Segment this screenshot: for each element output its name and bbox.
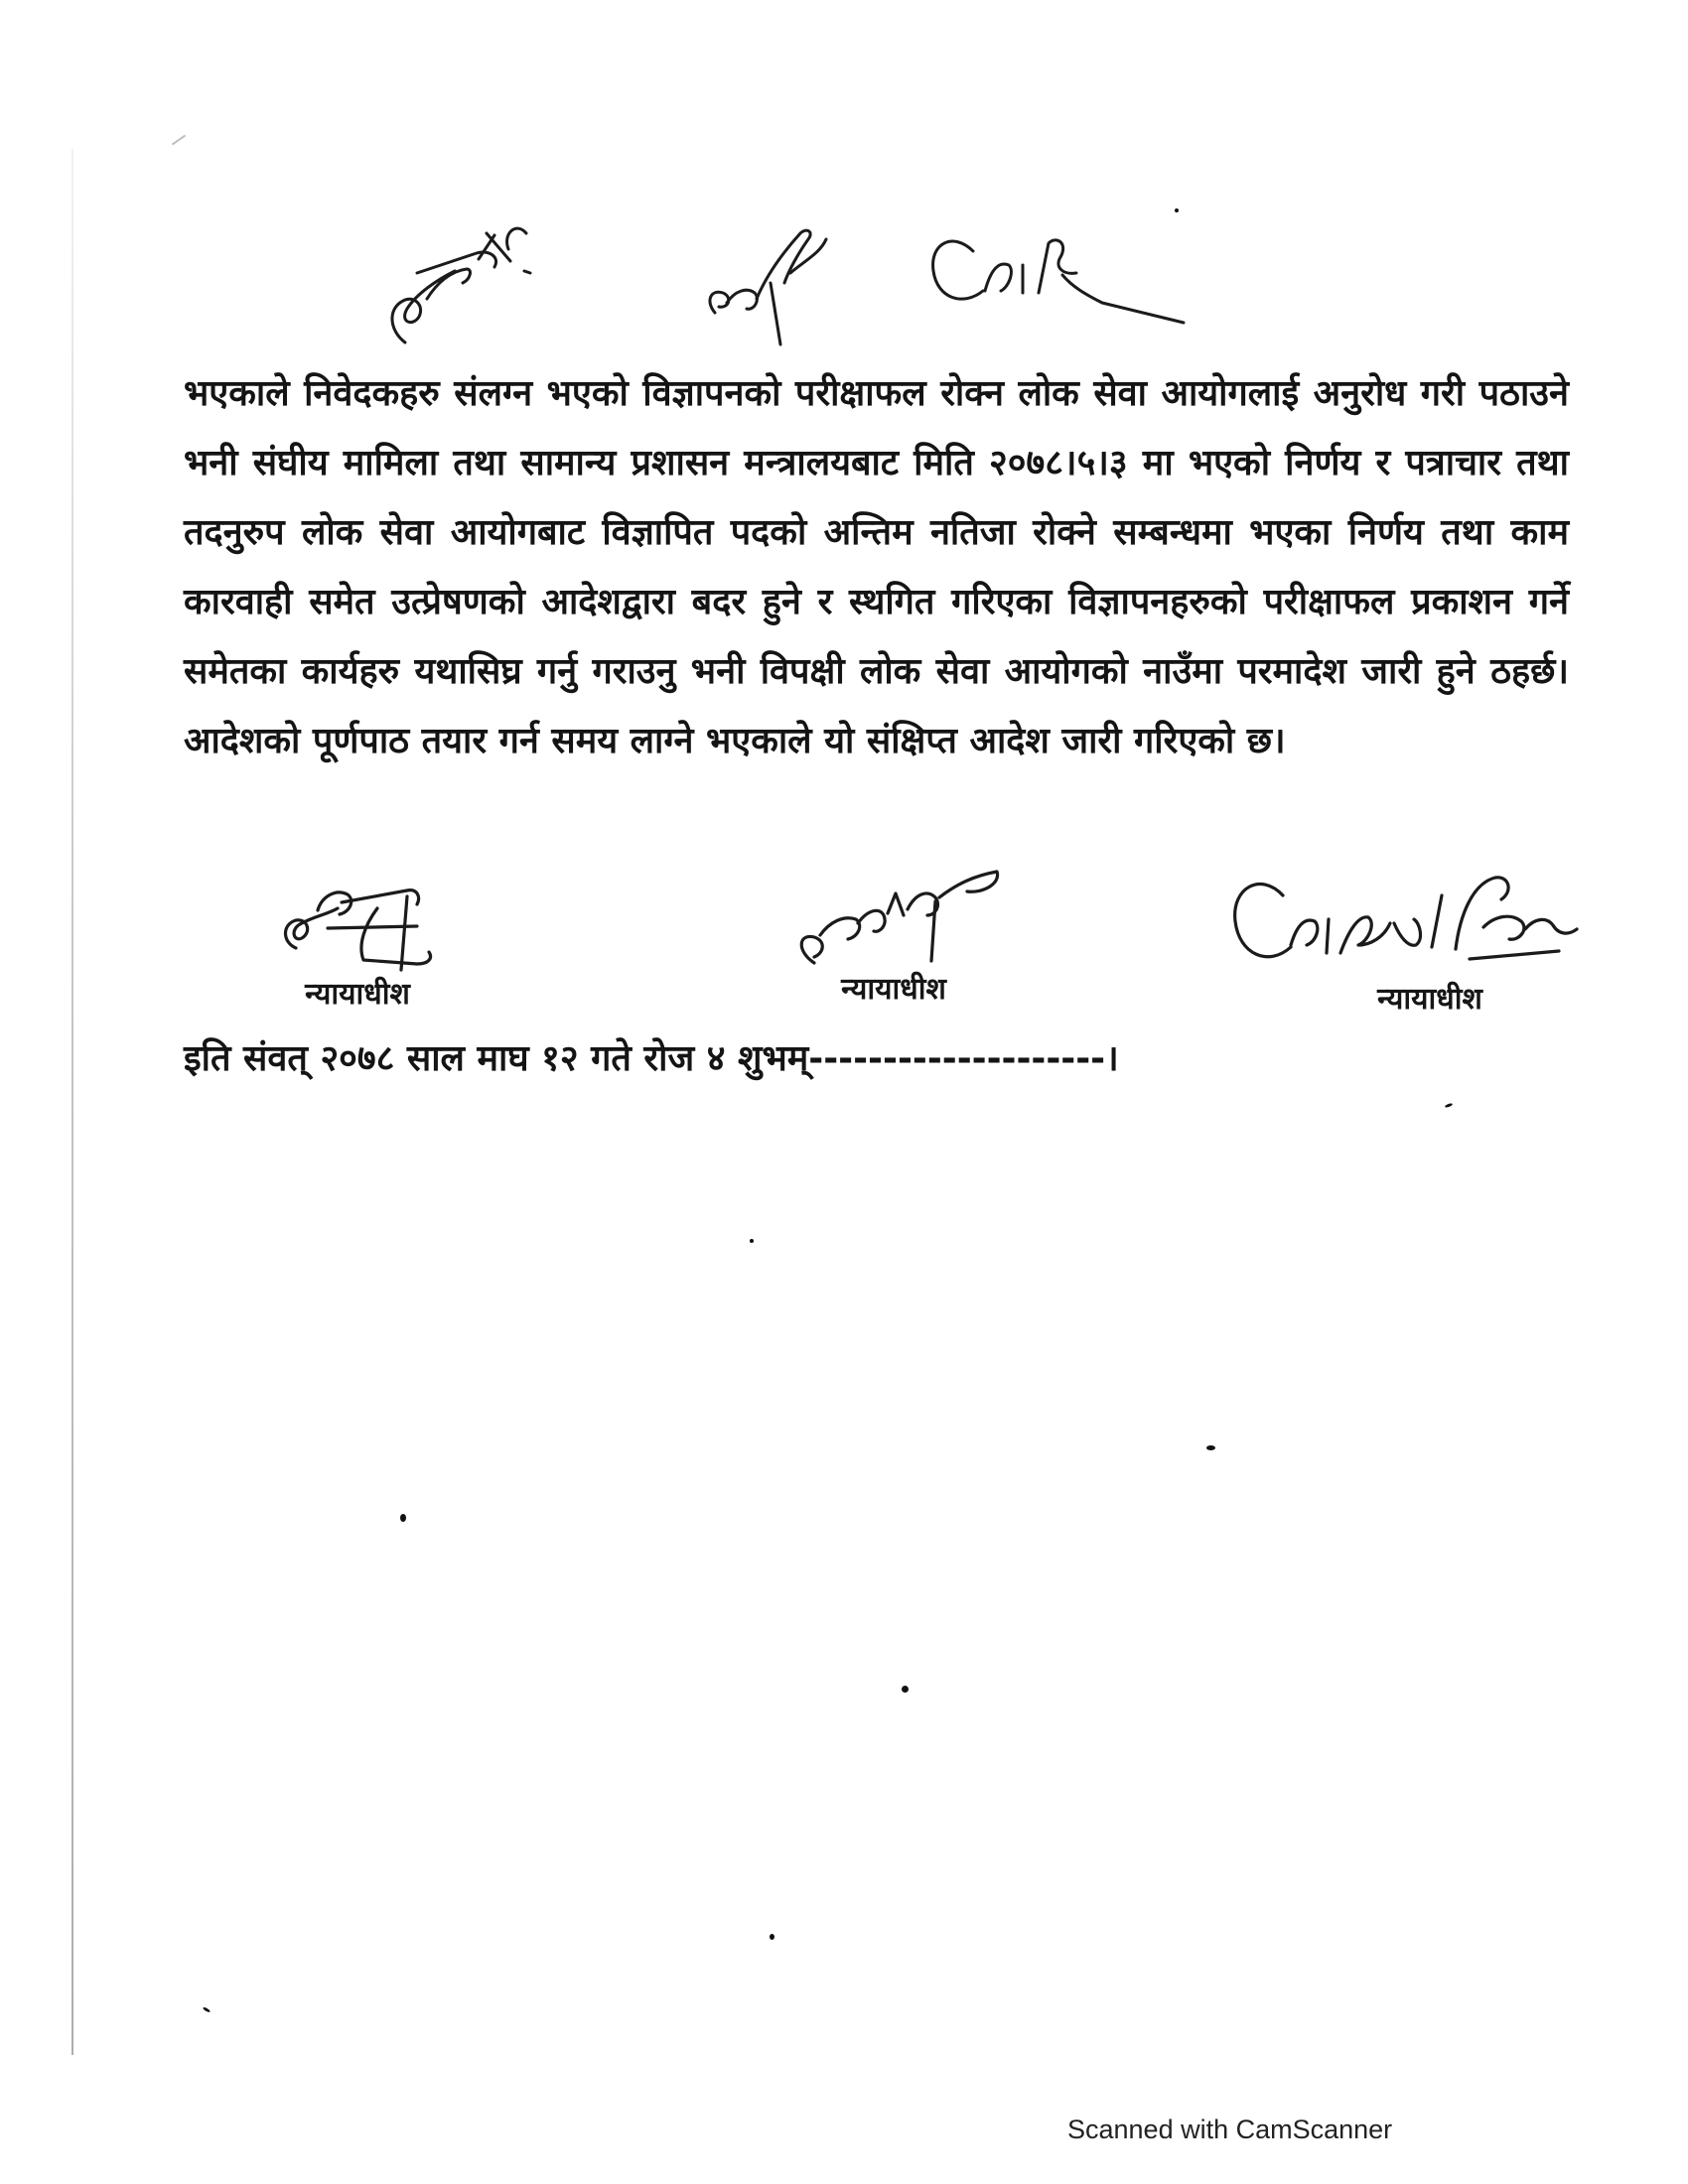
judge-title-1: न्यायाधीश: [305, 977, 410, 1012]
top-initials-signatures: [377, 213, 1192, 352]
scan-speck: [1206, 1445, 1215, 1450]
scan-speck: [1175, 208, 1179, 212]
order-body-paragraph: भएकाले निवेदकहरु संलग्न भएको विज्ञापनको परीक्षाफल रोक्न लोक सेवा आयोगलाई अनुरोध गरी पठाउने भनी संघीय मामिला तथा सामान्य प्रशासन मन्त्रालयबाट मिति २०७८।५।३ मा भएको निर्णय र पत्राचार तथा तदनुरुप लोक सेवा आयोगबाट विज्ञापित पदको अन्तिम नतिजा रोक्ने सम्बन्धमा भएका निर्णय तथा काम कारवाही समेत उत्प्रेषणको आदेशद्वारा बदर हुने र स्थगित गरिएका विज्ञापनहरुको परीक्षाफल प्रकाशन गर्ने समेतका कार्यहरु यथासिघ्र गर्नु गराउनु भनी विपक्षी लोक सेवा आयोगको नाउँमा परमादेश जारी हुने ठहर्छ। आदेशको पूर्णपाठ तयार गर्न समय लाग्ने भएकाले यो संक्षिप्त आदेश जारी गरिएको छ।: [184, 373, 1569, 761]
judge-signature-3: [1221, 864, 1579, 983]
judge-title-2: न्यायाधीश: [841, 972, 946, 1007]
initials-signature-3: [933, 240, 1184, 323]
initials-signature-1: [392, 228, 530, 342]
scan-speck: [770, 1934, 774, 1940]
judge-signature-block-2: [774, 854, 1013, 1008]
scan-mark: [172, 135, 186, 146]
scan-speck: [750, 1239, 754, 1243]
scan-speck: [902, 1686, 909, 1693]
judge-signature-block-1: [248, 869, 467, 1013]
page-edge-shadow: [71, 149, 73, 2055]
initials-signature-2: [710, 230, 826, 344]
scanner-watermark-label: Scanned with CamScanner: [1067, 2115, 1393, 2144]
scan-speck: [203, 2006, 211, 2013]
judge-signature-block-3: [1211, 864, 1589, 1018]
judge-signature-2: [784, 854, 1003, 973]
scan-speck: [1445, 1103, 1454, 1109]
scan-speck: [400, 1514, 406, 1522]
closing-line: इति संवत् २०७८ साल माघ १२ गते रोज ४ शुभम्--------------------।: [184, 1038, 1119, 1079]
judge-signature-1: [258, 869, 457, 978]
judge-title-3: न्यायाधीश: [1377, 982, 1482, 1017]
